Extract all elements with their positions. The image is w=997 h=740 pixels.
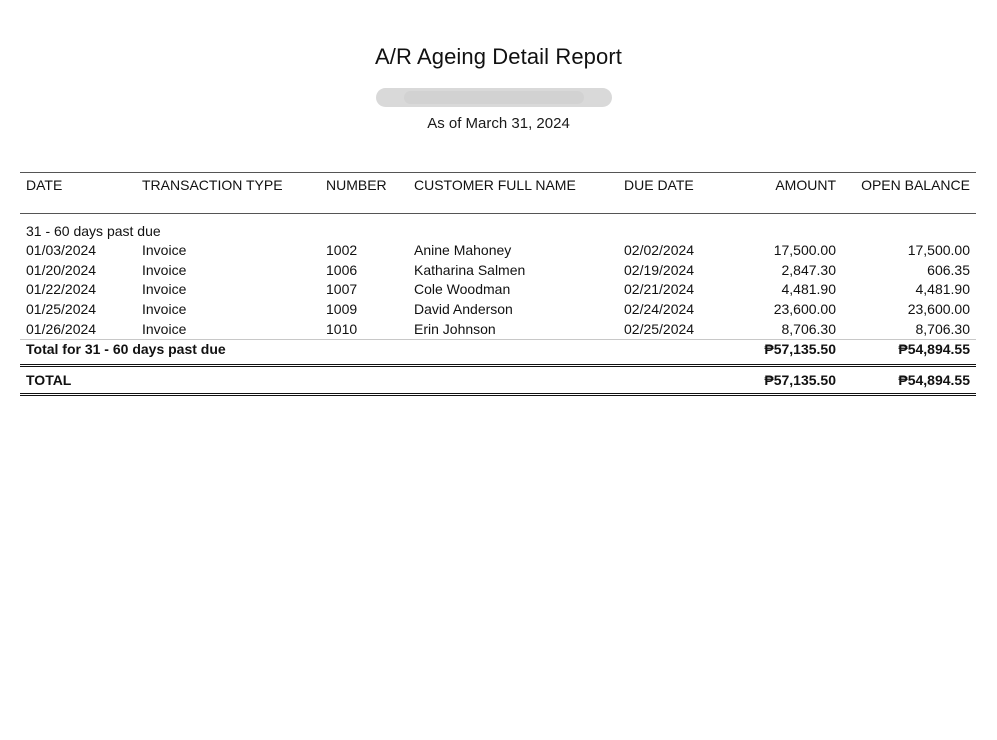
cell-open-balance: 4,481.90 [915,281,970,298]
total-amount: ₱57,135.50 [730,365,842,394]
total-open-balance: ₱54,894.55 [842,365,976,394]
cell-customer: Cole Woodman [414,281,511,298]
cell-transaction-type[interactable]: Invoice [142,281,187,298]
cell-customer: Katharina Salmen [414,261,526,278]
cell-customer: David Anderson [414,301,513,318]
aging-detail-table [20,172,976,396]
table-row [20,241,976,261]
cell-open-balance: 606.35 [927,261,970,278]
column-header-date[interactable]: DATE [20,173,136,214]
cell-due-date: 02/25/2024 [624,320,695,337]
group-subtotal-row [20,339,976,360]
column-header-amount[interactable]: AMOUNT [730,173,842,214]
cell-date: 01/20/2024 [26,261,97,278]
cell-transaction-type[interactable]: Invoice [142,301,187,318]
subtotal-amount: ₱57,135.50 [730,339,842,360]
cell-amount: 2,847.30 [781,261,836,278]
group-label: 31 - 60 days past due [26,223,161,239]
cell-transaction-type[interactable]: Invoice [142,242,187,259]
cell-due-date: 02/21/2024 [624,281,695,298]
column-header-customer[interactable]: CUSTOMER FULL NAME [408,173,618,214]
group-header-row [20,222,976,241]
cell-number[interactable]: 1002 [326,242,358,259]
report-date-range: As of March 31, 2024 [427,115,570,132]
report-title: A/R Ageing Detail Report [375,44,622,69]
table-row [20,261,976,281]
cell-number[interactable]: 1010 [326,320,358,337]
cell-amount: 8,706.30 [781,320,836,337]
column-header-open-balance[interactable]: OPEN BALANCE [842,173,976,214]
cell-open-balance: 17,500.00 [907,242,970,259]
cell-date: 01/25/2024 [26,301,97,318]
table-header-row [20,173,976,214]
table-row [20,280,976,300]
column-header-number[interactable]: NUMBER [320,173,408,214]
cell-amount: 23,600.00 [773,301,836,318]
cell-transaction-type[interactable]: Invoice [142,261,187,278]
column-header-transaction-type[interactable]: TRANSACTION TYPE [136,173,320,214]
subtotal-open-balance: ₱54,894.55 [842,339,976,360]
subtotal-label: Total for 31 - 60 days past due [20,339,730,360]
grand-total-row [20,365,976,394]
cell-due-date: 02/02/2024 [624,242,695,259]
cell-transaction-type[interactable]: Invoice [142,320,187,337]
table-row [20,319,976,339]
column-header-due-date[interactable]: DUE DATE [618,173,730,214]
cell-date: 01/03/2024 [26,242,97,259]
cell-customer: Anine Mahoney [414,242,512,259]
table-row [20,300,976,320]
cell-due-date: 02/24/2024 [624,301,695,318]
redacted-company-name [376,88,612,107]
total-label: TOTAL [20,365,730,394]
cell-number[interactable]: 1006 [326,261,358,278]
cell-due-date: 02/19/2024 [624,261,695,278]
cell-number[interactable]: 1009 [326,301,358,318]
cell-date: 01/22/2024 [26,281,97,298]
cell-number[interactable]: 1007 [326,281,358,298]
cell-customer: Erin Johnson [414,320,496,337]
cell-amount: 4,481.90 [781,281,836,298]
cell-open-balance: 8,706.30 [915,320,970,337]
cell-date: 01/26/2024 [26,320,97,337]
cell-amount: 17,500.00 [773,242,836,259]
cell-open-balance: 23,600.00 [907,301,970,318]
